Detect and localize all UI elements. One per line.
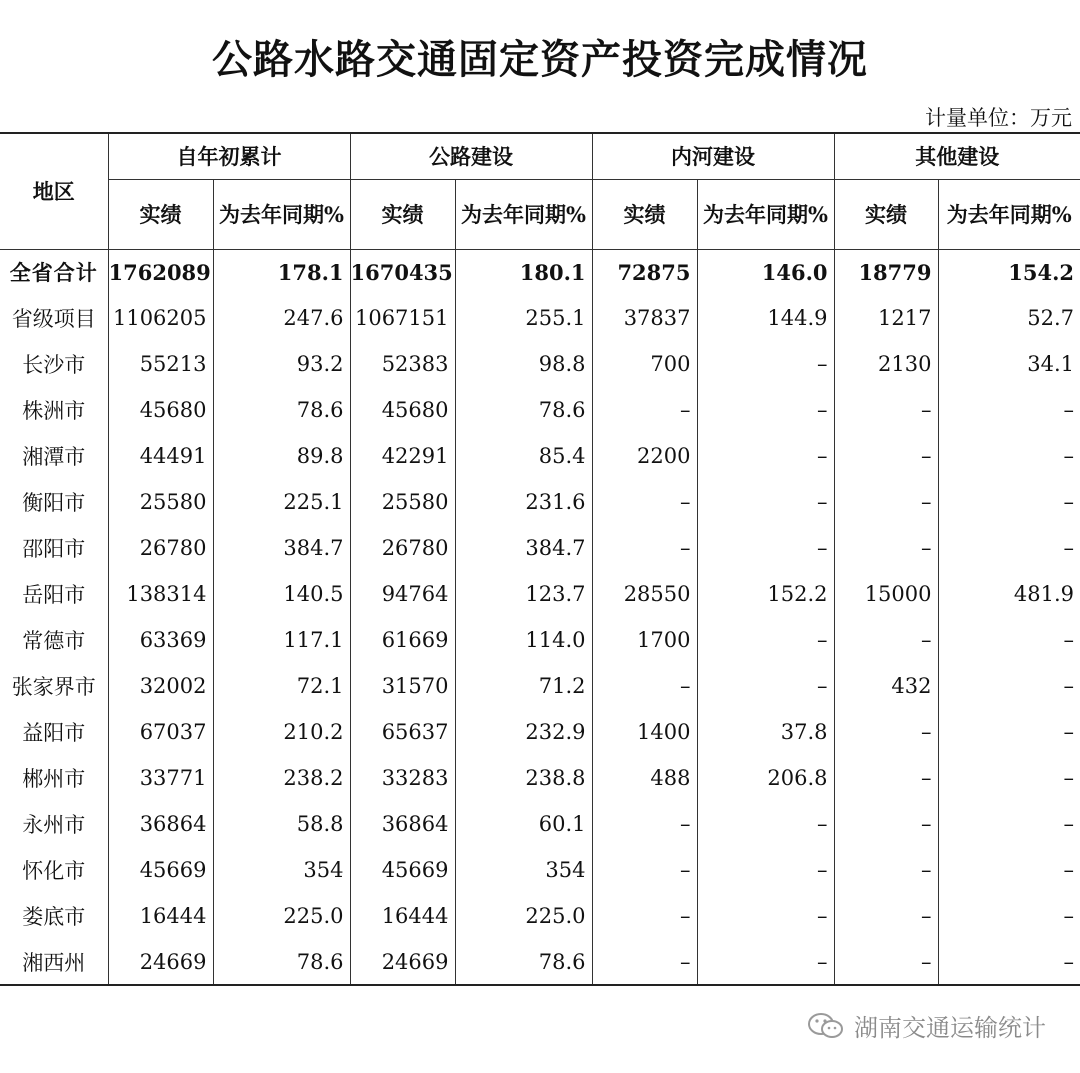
cell-actual: –	[834, 617, 938, 663]
table-row	[0, 893, 1080, 939]
cell-actual: 45669	[350, 847, 455, 893]
cell-yoy: 384.7	[213, 525, 350, 571]
cell-actual: 33771	[108, 755, 213, 801]
cell-yoy: 354	[213, 847, 350, 893]
table-row	[0, 525, 1080, 571]
cell-actual: 15000	[834, 571, 938, 617]
cell-actual: –	[834, 939, 938, 985]
cell-actual: 45680	[350, 387, 455, 433]
cell-actual: 44491	[108, 433, 213, 479]
cell-yoy: –	[1063, 628, 1074, 652]
header-actual: 实绩	[350, 179, 455, 249]
cell-yoy: 85.4	[455, 433, 592, 479]
table-row-total	[0, 249, 1080, 295]
cell-yoy: –	[697, 663, 834, 709]
cell-actual: 37837	[592, 295, 697, 341]
cell-yoy: 93.2	[213, 341, 350, 387]
wechat-icon	[806, 1011, 846, 1041]
cell-yoy: –	[697, 847, 834, 893]
cell-yoy: –	[697, 341, 834, 387]
cell-yoy: 37.8	[697, 709, 834, 755]
cell-actual: –	[592, 663, 697, 709]
cell-yoy: 354	[455, 847, 592, 893]
cell-actual: –	[834, 479, 938, 525]
cell-region: 省级项目	[0, 295, 108, 341]
cell-actual: 25580	[350, 479, 455, 525]
header-group-other: 其他建设	[834, 133, 1080, 179]
header-actual: 实绩	[108, 179, 213, 249]
cell-yoy: 238.2	[213, 755, 350, 801]
table-row	[0, 801, 1080, 847]
cell-actual: 72875	[592, 249, 697, 295]
cell-actual: 45680	[108, 387, 213, 433]
cell-region: 株洲市	[0, 387, 108, 433]
table-row	[0, 295, 1080, 341]
cell-region: 永州市	[0, 801, 108, 847]
cell-region: 长沙市	[0, 341, 108, 387]
cell-yoy: 225.1	[213, 479, 350, 525]
cell-yoy: 89.8	[213, 433, 350, 479]
cell-actual: 26780	[350, 525, 455, 571]
watermark	[806, 1008, 1046, 1043]
cell-yoy: 247.6	[213, 295, 350, 341]
cell-region: 常德市	[0, 617, 108, 663]
table-row	[0, 755, 1080, 801]
cell-region: 全省合计	[0, 249, 108, 295]
cell-actual: 94764	[350, 571, 455, 617]
cell-actual: 24669	[350, 939, 455, 985]
cell-actual: 16444	[108, 893, 213, 939]
cell-yoy: 52.7	[1027, 306, 1074, 330]
cell-actual: 36864	[350, 801, 455, 847]
cell-yoy: 146.0	[697, 249, 834, 295]
cell-yoy: –	[697, 939, 834, 985]
cell-yoy: 206.8	[697, 755, 834, 801]
cell-region: 张家界市	[0, 663, 108, 709]
header-yoy: 为去年同期%	[697, 179, 834, 249]
cell-yoy: –	[697, 479, 834, 525]
cell-yoy: –	[1063, 490, 1074, 514]
cell-actual: 1400	[592, 709, 697, 755]
cell-region: 岳阳市	[0, 571, 108, 617]
cell-region: 湘潭市	[0, 433, 108, 479]
cell-yoy: –	[1063, 444, 1074, 468]
watermark-text: 湖南交通运输统计	[854, 1014, 1046, 1042]
cell-actual: 25580	[108, 479, 213, 525]
cell-yoy: 72.1	[213, 663, 350, 709]
unit-label: 计量单位：万元	[925, 106, 1072, 130]
table-row	[0, 939, 1080, 985]
header-yoy: 为去年同期%	[213, 179, 350, 249]
cell-actual: –	[592, 893, 697, 939]
cell-yoy: 78.6	[455, 387, 592, 433]
cell-yoy: 154.2	[1008, 259, 1074, 285]
cell-yoy: 34.1	[1027, 352, 1074, 376]
cell-yoy: 238.8	[455, 755, 592, 801]
cell-actual: 55213	[108, 341, 213, 387]
cell-actual: –	[592, 525, 697, 571]
cell-actual: 45669	[108, 847, 213, 893]
cell-actual: 18779	[834, 249, 938, 295]
cell-actual: 42291	[350, 433, 455, 479]
cell-actual: 63369	[108, 617, 213, 663]
page-title: 公路水路交通固定资产投资完成情况	[212, 36, 868, 83]
cell-region: 衡阳市	[0, 479, 108, 525]
investment-table	[0, 132, 1080, 986]
cell-actual: 1217	[834, 295, 938, 341]
cell-actual: 16444	[350, 893, 455, 939]
cell-yoy: 78.6	[213, 939, 350, 985]
cell-yoy: –	[1063, 674, 1074, 698]
cell-actual: 36864	[108, 801, 213, 847]
header-yoy: 为去年同期%	[938, 179, 1080, 249]
cell-region: 湘西州	[0, 939, 108, 985]
header-region: 地区	[0, 133, 108, 249]
cell-yoy: –	[697, 893, 834, 939]
cell-actual: –	[592, 479, 697, 525]
cell-actual: 1700	[592, 617, 697, 663]
cell-yoy: 98.8	[455, 341, 592, 387]
cell-actual: –	[592, 847, 697, 893]
cell-actual: 1670435	[350, 249, 455, 295]
table-row	[0, 617, 1080, 663]
cell-yoy: 152.2	[697, 571, 834, 617]
cell-yoy: 255.1	[455, 295, 592, 341]
cell-yoy: 231.6	[455, 479, 592, 525]
cell-actual: 1067151	[350, 295, 455, 341]
cell-actual: 31570	[350, 663, 455, 709]
table-row	[0, 663, 1080, 709]
cell-yoy: –	[697, 433, 834, 479]
cell-yoy: 71.2	[455, 663, 592, 709]
cell-actual: –	[834, 525, 938, 571]
header-actual: 实绩	[834, 179, 938, 249]
cell-actual: 2200	[592, 433, 697, 479]
header-yoy: 为去年同期%	[455, 179, 592, 249]
cell-actual: –	[834, 801, 938, 847]
cell-yoy: 78.6	[213, 387, 350, 433]
table-row	[0, 709, 1080, 755]
cell-actual: –	[592, 387, 697, 433]
cell-yoy: 481.9	[1013, 582, 1074, 606]
cell-region: 邵阳市	[0, 525, 108, 571]
cell-yoy: 384.7	[455, 525, 592, 571]
cell-yoy: –	[1063, 949, 1074, 974]
cell-actual: 1106205	[108, 295, 213, 341]
table-row	[0, 341, 1080, 387]
cell-yoy: 144.9	[697, 295, 834, 341]
cell-actual: 65637	[350, 709, 455, 755]
header-actual: 实绩	[592, 179, 697, 249]
cell-yoy: 180.1	[455, 249, 592, 295]
cell-actual: –	[834, 755, 938, 801]
cell-yoy: –	[697, 525, 834, 571]
cell-actual: 52383	[350, 341, 455, 387]
cell-actual: –	[834, 847, 938, 893]
cell-yoy: –	[697, 617, 834, 663]
cell-yoy: –	[1063, 398, 1074, 422]
cell-actual: 28550	[592, 571, 697, 617]
header-group-ytd: 自年初累计	[108, 133, 350, 179]
header-group-highway: 公路建设	[350, 133, 592, 179]
cell-actual: 700	[592, 341, 697, 387]
cell-region: 怀化市	[0, 847, 108, 893]
cell-yoy: –	[1063, 812, 1074, 836]
table-row	[0, 847, 1080, 893]
table-body	[0, 249, 1080, 985]
cell-yoy: 210.2	[213, 709, 350, 755]
cell-actual: –	[834, 893, 938, 939]
cell-actual: 26780	[108, 525, 213, 571]
cell-actual: –	[834, 709, 938, 755]
table-row	[0, 433, 1080, 479]
cell-actual: 33283	[350, 755, 455, 801]
cell-yoy: 225.0	[455, 893, 592, 939]
cell-region: 娄底市	[0, 893, 108, 939]
table-row	[0, 479, 1080, 525]
table-row	[0, 571, 1080, 617]
cell-yoy: –	[1063, 720, 1074, 744]
cell-yoy: 117.1	[213, 617, 350, 663]
cell-actual: 67037	[108, 709, 213, 755]
cell-yoy: 78.6	[455, 939, 592, 985]
cell-yoy: 58.8	[213, 801, 350, 847]
cell-actual: –	[834, 433, 938, 479]
cell-yoy: 123.7	[455, 571, 592, 617]
cell-yoy: 60.1	[455, 801, 592, 847]
cell-actual: –	[834, 387, 938, 433]
cell-yoy: –	[1063, 536, 1074, 560]
cell-yoy: 225.0	[213, 893, 350, 939]
cell-actual: 1762089	[108, 249, 213, 295]
cell-actual: 432	[834, 663, 938, 709]
cell-yoy: –	[1063, 858, 1074, 882]
cell-yoy: –	[1063, 766, 1074, 790]
cell-region: 益阳市	[0, 709, 108, 755]
cell-yoy: 232.9	[455, 709, 592, 755]
cell-yoy: 140.5	[213, 571, 350, 617]
cell-actual: 488	[592, 755, 697, 801]
cell-yoy: 178.1	[213, 249, 350, 295]
cell-yoy: –	[697, 801, 834, 847]
cell-yoy: –	[1063, 904, 1074, 928]
cell-actual: 138314	[108, 571, 213, 617]
cell-yoy: –	[697, 387, 834, 433]
header-group-inland-river: 内河建设	[592, 133, 834, 179]
cell-actual: 24669	[108, 939, 213, 985]
cell-actual: 32002	[108, 663, 213, 709]
table-row	[0, 387, 1080, 433]
cell-yoy: 114.0	[455, 617, 592, 663]
cell-actual: –	[592, 801, 697, 847]
cell-region: 郴州市	[0, 755, 108, 801]
cell-actual: 2130	[834, 341, 938, 387]
cell-actual: –	[592, 939, 697, 985]
cell-actual: 61669	[350, 617, 455, 663]
